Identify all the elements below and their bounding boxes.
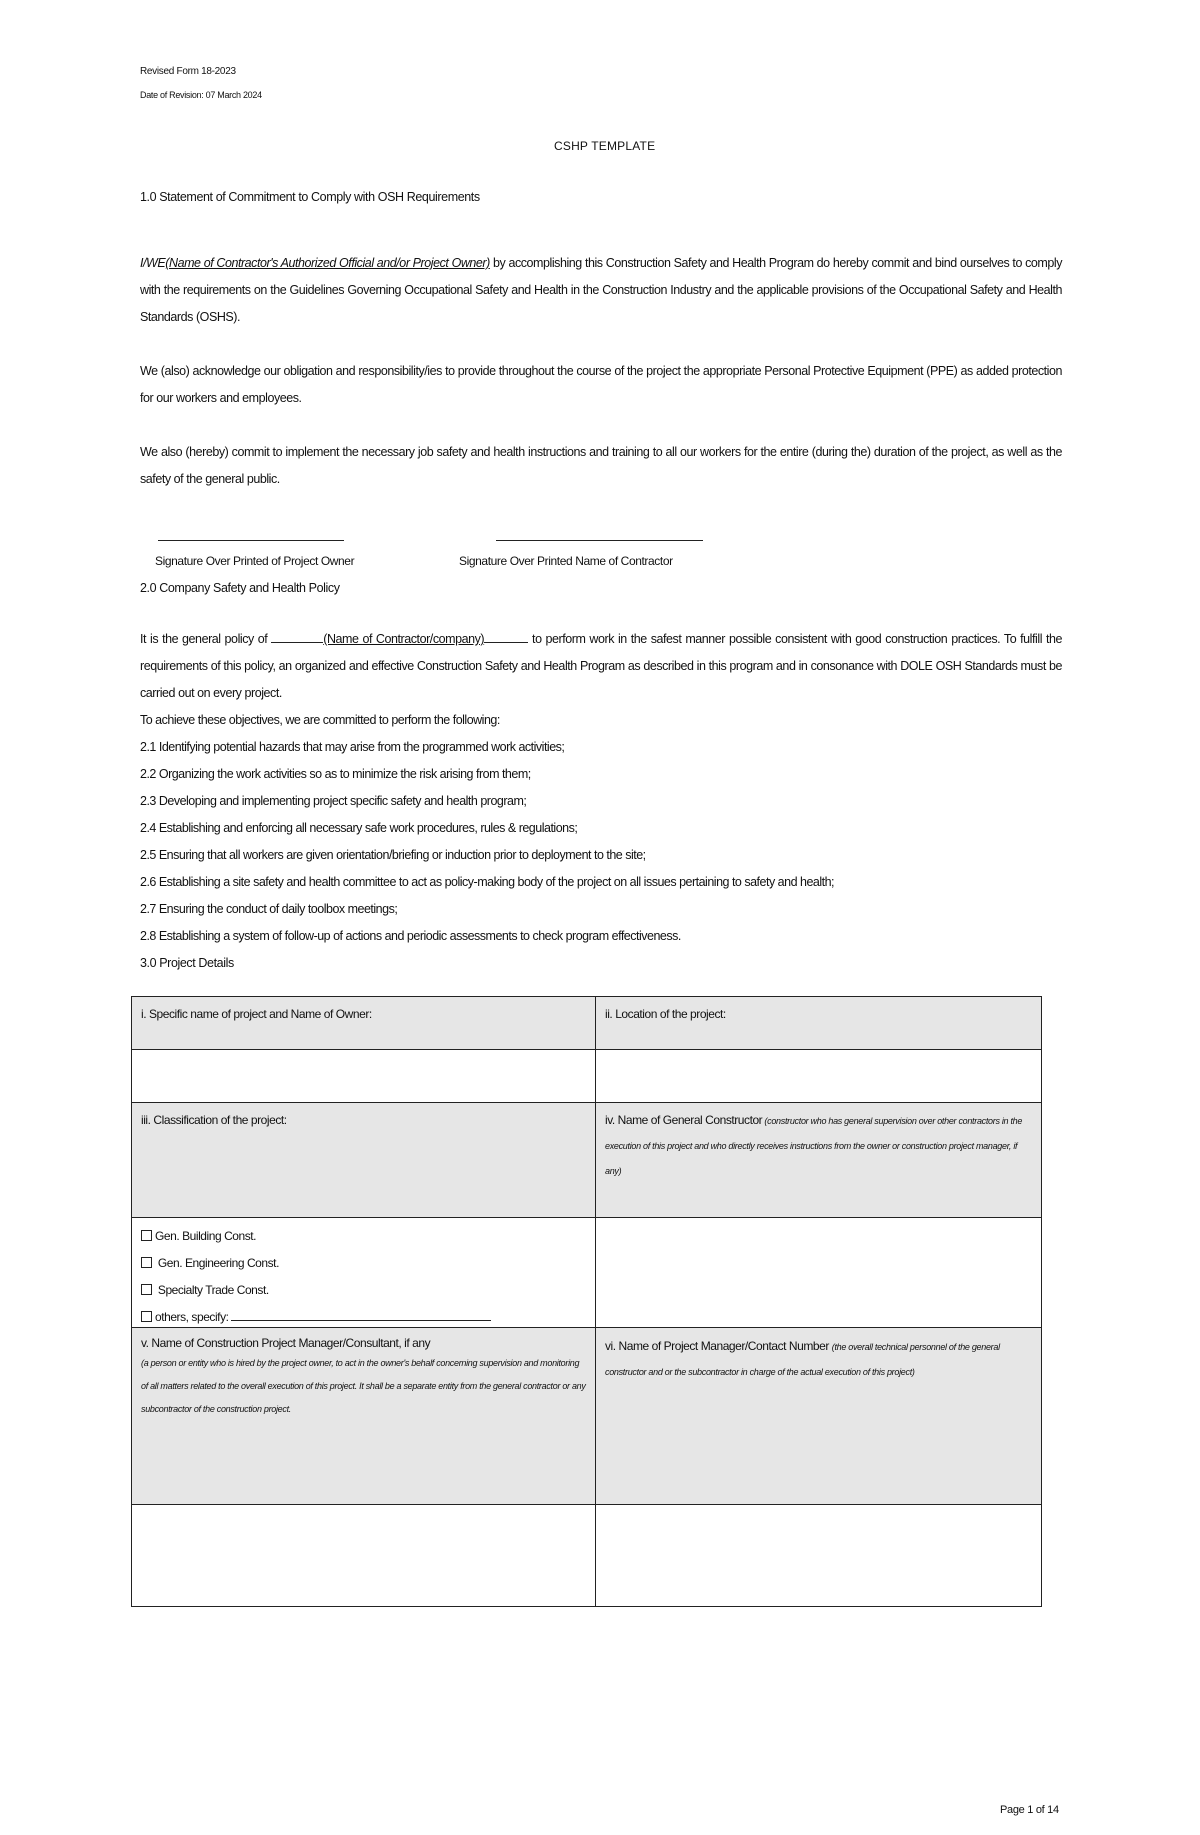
checkbox-icon[interactable] (141, 1284, 152, 1295)
checkbox-specialty-trade[interactable] (141, 1277, 587, 1304)
checkbox-label: Gen. Engineering Const. (155, 1256, 279, 1270)
classification-label-cell (132, 1103, 596, 1217)
policy-item: 2.7 Ensuring the conduct of daily toolbox meetings; (140, 902, 398, 916)
policy-item: 2.4 Establishing and enforcing all necessary safe work procedures, rules & regulations; (140, 821, 578, 835)
commitment-text: by accomplishing this Construction Safety and Health Program do hereby commit and bind ourselves to comply with the requirements on the Guidelines Governing Occupational Safety and Health in the Construction Industry and the applicable provisions of the Occupational Safety and Health Standards (OSHS). (140, 256, 1062, 324)
project-manager-contact-cell (596, 1328, 1041, 1504)
table-row (132, 1217, 1041, 1327)
section-2-heading: 2.0 Company Safety and Health Policy (140, 581, 340, 595)
owner-signature-line[interactable] (158, 540, 344, 541)
checkbox-gen-building[interactable] (141, 1223, 587, 1250)
revision-date: Date of Revision: 07 March 2024 (140, 90, 262, 100)
table-row (132, 1327, 1041, 1504)
table-row (132, 997, 1041, 1049)
policy-item: 2.3 Developing and implementing project specific safety and health program; (140, 794, 527, 808)
project-name-label: i. Specific name of project and Name of Owner: (141, 1007, 372, 1021)
checkbox-icon[interactable] (141, 1230, 152, 1241)
section-3-heading: 3.0 Project Details (140, 956, 234, 970)
owner-signature-label: Signature Over Printed of Project Owner (155, 554, 355, 568)
location-label-cell (596, 997, 1041, 1049)
checkbox-icon[interactable] (141, 1257, 152, 1268)
company-name-placeholder: (Name of Contractor/company) (323, 632, 485, 646)
checkbox-icon[interactable] (141, 1311, 152, 1322)
checkbox-gen-engineering[interactable] (141, 1250, 587, 1277)
commitment-paragraph-3: We also (hereby) commit to implement the necessary job safety and health instructions and training to all our workers for the entire (during the) duration of the project, as well as the safety of the general public. (140, 445, 1062, 486)
general-constructor-label-cell (596, 1103, 1041, 1217)
table-row (132, 1049, 1041, 1102)
project-manager-consultant-note: (a person or entity who is hired by the project owner, to act in the owner's behalf concerning supervision and monitoring of all matters related to the overall execution of this project. It shall be a separate entity from the general contractor or any subcontractor of the construction project. (141, 1358, 586, 1414)
commitment-paragraph-2: We (also) acknowledge our obligation and responsibility/ies to provide throughout the course of the project the appropriate Personal Protective Equipment (PPE) as added protection for our workers and employees. (140, 364, 1062, 405)
policy-item: 2.8 Establishing a system of follow-up of actions and periodic assessments to check program effectiveness. (140, 929, 681, 943)
contractor-signature-line[interactable] (496, 540, 703, 541)
policy-item: 2.6 Establishing a site safety and health committee to act as policy-making body of the project on all issues pertaining to safety and health; (140, 875, 835, 889)
authorized-official-placeholder: (Name of Contractor's Authorized Official and/or Project Owner) (165, 256, 490, 270)
project-manager-consultant-input[interactable] (132, 1505, 596, 1606)
checkbox-label: Specialty Trade Const. (155, 1283, 269, 1297)
location-label: ii. Location of the project: (605, 1007, 726, 1021)
form-number: Revised Form 18-2023 (140, 66, 236, 77)
policy-item: 2.1 Identifying potential hazards that may arise from the programmed work activities; (140, 740, 565, 754)
project-manager-contact-input[interactable] (596, 1505, 1041, 1606)
section-1-heading: 1.0 Statement of Commitment to Comply with OSH Requirements (140, 190, 480, 204)
policy-paragraph (140, 626, 1062, 707)
contractor-signature-label: Signature Over Printed Name of Contractor (459, 554, 673, 568)
project-manager-contact-note: (the overall technical personnel of the general constructor and or the subcontractor in charge of the actual execution of this project) (605, 1342, 1000, 1377)
page-number: Page 1 of 14 (1000, 1804, 1059, 1816)
checkbox-label: others, specify: (155, 1310, 232, 1324)
table-row (132, 1102, 1041, 1217)
project-name-label-cell (132, 997, 596, 1049)
classification-options (132, 1218, 596, 1327)
classification-label: iii. Classification of the project: (141, 1113, 287, 1127)
page-title: CSHP TEMPLATE (554, 139, 656, 153)
others-specify-line[interactable] (231, 1310, 491, 1321)
checkbox-others[interactable] (141, 1304, 587, 1331)
general-constructor-label: iv. Name of General Constructor (605, 1113, 763, 1127)
policy-lead: It is the general policy of (140, 632, 272, 646)
policy-item: 2.5 Ensuring that all workers are given orientation/briefing or induction prior to deployment to the site; (140, 848, 646, 862)
project-manager-consultant-label: v. Name of Construction Project Manager/Consultant, if any (141, 1336, 431, 1350)
checkbox-label: Gen. Building Const. (155, 1229, 257, 1243)
commitment-lead: I/WE (140, 256, 166, 270)
project-name-input[interactable] (132, 1050, 596, 1102)
policy-intro: To achieve these objectives, we are committed to perform the following: (140, 713, 500, 727)
table-row (132, 1504, 1041, 1606)
project-manager-consultant-cell (132, 1328, 596, 1504)
general-constructor-note: (constructor who has general supervision over other contractors in the execution of this project and who directly receives instructions from the owner or construction project manager, if any) (605, 1116, 1023, 1176)
general-constructor-input[interactable] (596, 1218, 1041, 1327)
location-input[interactable] (596, 1050, 1041, 1102)
commitment-paragraph-1 (140, 250, 1062, 331)
project-manager-contact-label: vi. Name of Project Manager/Contact Number (605, 1339, 832, 1353)
policy-text: to perform work in the safest manner possible consistent with good construction practices. To fulfill the requirements of this policy, an organized and effective Construction Safety and Health Program as described in this program and in consonance with DOLE OSH Standards must be carried out on every project. (140, 632, 1062, 700)
policy-item: 2.2 Organizing the work activities so as to minimize the risk arising from them; (140, 767, 531, 781)
project-details-table (131, 996, 1042, 1607)
